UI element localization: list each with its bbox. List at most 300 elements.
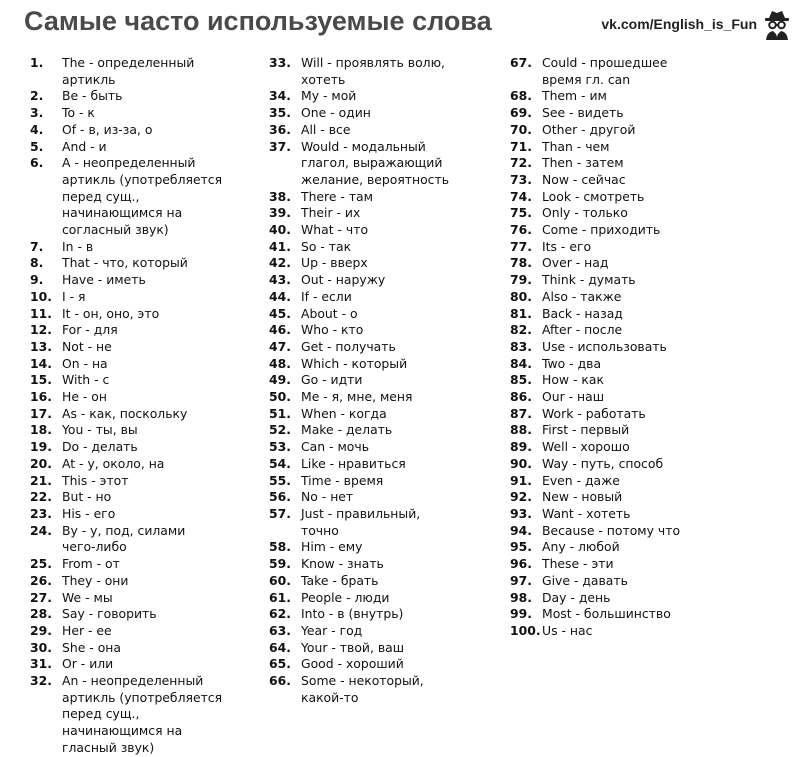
word-entry [269,556,519,573]
word-entry [510,590,760,607]
entry-text: Even - даже [542,472,620,488]
word-entry [269,272,519,289]
entry-text: Our - наш [542,389,605,405]
entry-number: 68. [510,88,532,104]
entry-text: Its - его [542,238,592,254]
word-entry [510,55,760,88]
entry-number: 26. [30,572,52,588]
word-entry [30,506,280,523]
entry-text: Give - давать [542,572,628,588]
entry-number: 72. [510,155,532,171]
entry-text: My - мой [301,88,357,104]
word-entry [510,205,760,222]
entry-text: In - в [62,238,94,254]
word-entry [510,155,760,172]
word-entry [30,139,280,156]
word-entry [269,623,519,640]
entry-number: 16. [30,389,52,405]
entry-number: 82. [510,322,532,338]
entry-text: Of - в, из-за, о [62,121,153,137]
word-entry [30,239,280,256]
word-entry [30,606,280,623]
entry-number: 43. [269,272,291,288]
entry-number: 75. [510,205,532,221]
entry-text: By - у, под, силами чего-либо [62,522,186,555]
entry-number: 71. [510,138,532,154]
entry-number: 65. [269,656,291,672]
entry-text: To - к [62,105,95,121]
entry-number: 42. [269,255,291,271]
entry-number: 10. [30,288,52,304]
word-entry [269,506,519,539]
entry-number: 13. [30,338,52,354]
word-entry [510,105,760,122]
entry-number: 31. [30,656,52,672]
entry-number: 55. [269,472,291,488]
entry-text: Me - я, мне, меня [301,389,413,405]
entry-number: 57. [269,505,291,521]
entry-number: 35. [269,105,291,121]
word-entry [510,339,760,356]
entry-number: 14. [30,355,52,371]
word-entry [30,473,280,490]
entry-number: 7. [30,238,44,254]
word-entry [269,640,519,657]
word-entry [30,422,280,439]
entry-number: 22. [30,489,52,505]
word-entry [269,590,519,607]
entry-text: How - как [542,372,604,388]
entry-text: Her - ее [62,622,112,638]
entry-text: I - я [62,288,86,304]
entry-text: What - что [301,222,369,238]
entry-text: There - там [301,188,373,204]
entry-number: 91. [510,472,532,488]
entry-text: Other - другой [542,121,636,137]
entry-text: Him - ему [301,539,363,555]
entry-number: 53. [269,439,291,455]
word-entry [269,239,519,256]
word-entry [510,289,760,306]
word-entry [510,139,760,156]
word-entry [510,456,760,473]
entry-text: On - на [62,355,108,371]
entry-text: That - что, который [62,255,188,271]
entry-text: Do - делать [62,439,138,455]
word-entry [269,306,519,323]
word-entry [269,139,519,189]
word-entry [269,456,519,473]
word-entry [269,439,519,456]
entry-number: 37. [269,138,291,154]
word-entry [30,573,280,590]
entry-number: 76. [510,222,532,238]
entry-number: 66. [269,673,291,689]
entry-text: Most - большинство [542,606,671,622]
entry-number: 2. [30,88,44,104]
entry-text: She - она [62,639,121,655]
entry-number: 62. [269,606,291,622]
entry-number: 85. [510,372,532,388]
word-entry [30,88,280,105]
entry-text: Some - некоторый, какой-то [301,673,424,705]
word-entry [269,222,519,239]
entry-number: 12. [30,322,52,338]
word-entry [269,189,519,206]
entry-text: Want - хотеть [542,505,631,521]
entry-text: Into - в (внутрь) [301,606,404,622]
entry-text: See - видеть [542,105,624,121]
word-entry [510,422,760,439]
entry-number: 18. [30,422,52,438]
page-header [0,0,807,50]
word-entry [30,306,280,323]
entry-number: 24. [30,522,52,538]
word-entry [269,539,519,556]
entry-text: An - неопределенный артикль (употребляется перед сущ., начинающимся на гласный звук) [62,673,223,755]
word-entry [510,88,760,105]
word-entry [30,372,280,389]
source-credit: vk.com/English_is_Fun [601,16,757,32]
word-entry [269,372,519,389]
page-title: Самые часто используемые слова [24,6,492,36]
entry-text: At - у, около, на [62,455,165,471]
entry-number: 99. [510,606,532,622]
entry-number: 41. [269,238,291,254]
entry-text: The - определенный артикль [62,55,195,87]
word-entry [269,673,519,706]
entry-text: A - неопределенный артикль (употребляется перед сущ., начинающимся на согласный звук) [62,155,223,238]
word-entry [510,473,760,490]
entry-text: Out - наружу [301,272,386,288]
entry-number: 54. [269,455,291,471]
entry-text: Time - время [301,472,384,488]
entry-number: 98. [510,589,532,605]
word-entry [269,55,519,88]
entry-text: Two - два [542,355,602,371]
entry-number: 32. [30,673,52,689]
entry-text: It - он, оно, это [62,305,160,321]
word-entry [510,606,760,623]
word-entry [30,55,280,88]
entry-text: But - но [62,489,112,505]
entry-text: No - нет [301,489,354,505]
word-entry [269,406,519,423]
word-entry [269,656,519,673]
entry-text: Back - назад [542,305,623,321]
entry-text: Use - использовать [542,338,667,354]
word-entry [30,322,280,339]
entry-number: 50. [269,389,291,405]
word-entry [269,205,519,222]
entry-number: 59. [269,556,291,572]
entry-text: When - когда [301,405,387,421]
entry-number: 88. [510,422,532,438]
entry-text: Work - работать [542,405,646,421]
entry-text: Their - их [301,205,361,221]
entry-number: 97. [510,572,532,588]
entry-text: Like - нравиться [301,455,406,471]
entry-text: Will - проявлять волю, хотеть [301,55,445,87]
entry-number: 100. [510,622,541,638]
entry-text: Over - над [542,255,609,271]
entry-number: 28. [30,606,52,622]
word-entry [269,105,519,122]
entry-number: 74. [510,188,532,204]
word-entry [30,640,280,657]
word-entry [269,606,519,623]
entry-text: Then - затем [542,155,624,171]
word-entry [30,673,280,757]
entry-number: 45. [269,305,291,321]
entry-text: Who - кто [301,322,364,338]
entry-text: Not - не [62,338,112,354]
entry-number: 51. [269,405,291,421]
word-entry [30,439,280,456]
entry-text: Which - который [301,355,408,371]
word-entry [30,590,280,607]
entry-text: Or - или [62,656,114,672]
entry-text: Well - хорошо [542,439,630,455]
entry-text: With - с [62,372,110,388]
word-entry [510,506,760,523]
entry-number: 34. [269,88,291,104]
word-entry [510,372,760,389]
entry-text: Just - правильный, точно [301,505,421,538]
entry-number: 36. [269,121,291,137]
entry-text: As - как, поскольку [62,405,188,421]
entry-text: He - он [62,389,107,405]
word-column-2 [269,55,519,706]
entry-number: 58. [269,539,291,555]
word-entry [269,489,519,506]
entry-text: Get - получать [301,338,396,354]
entry-text: Have - иметь [62,272,146,288]
entry-number: 52. [269,422,291,438]
word-entry [510,189,760,206]
entry-number: 20. [30,455,52,471]
word-entry [510,356,760,373]
word-entry [30,456,280,473]
entry-number: 48. [269,355,291,371]
word-entry [510,172,760,189]
entry-text: This - этот [62,472,129,488]
entry-text: Good - хороший [301,656,404,672]
entry-number: 11. [30,305,52,321]
entry-text: Now - сейчас [542,171,626,187]
word-entry [510,222,760,239]
entry-text: New - новый [542,489,623,505]
entry-number: 67. [510,55,532,70]
entry-number: 83. [510,338,532,354]
entry-text: Can - мочь [301,439,369,455]
entry-text: They - они [62,572,129,588]
entry-text: Any - любой [542,539,620,555]
entry-text: Year - год [301,622,363,638]
entry-number: 27. [30,589,52,605]
entry-text: Your - твой, ваш [301,639,405,655]
entry-number: 94. [510,522,532,538]
entry-text: For - для [62,322,118,338]
word-entry [30,523,280,556]
entry-number: 29. [30,622,52,638]
entry-number: 90. [510,455,532,471]
entry-text: Because - потому что [542,522,681,538]
entry-text: First - первый [542,422,630,438]
entry-text: Day - день [542,589,611,605]
word-entry [269,473,519,490]
entry-number: 86. [510,389,532,405]
word-entry [269,339,519,356]
entry-number: 38. [269,188,291,204]
entry-text: Say - говорить [62,606,157,622]
entry-number: 3. [30,105,44,121]
entry-number: 23. [30,505,52,521]
entry-text: So - так [301,238,352,254]
entry-number: 84. [510,355,532,371]
entry-text: Go - идти [301,372,363,388]
word-entry [30,122,280,139]
entry-text: Make - делать [301,422,393,438]
entry-number: 25. [30,556,52,572]
entry-number: 61. [269,589,291,605]
entry-number: 15. [30,372,52,388]
entry-number: 73. [510,171,532,187]
word-entry [510,489,760,506]
entry-text: If - если [301,288,352,304]
entry-number: 30. [30,639,52,655]
spy-icon [761,8,793,40]
entry-number: 63. [269,622,291,638]
entry-text: We - мы [62,589,113,605]
word-entry [30,656,280,673]
word-entry [30,623,280,640]
entry-text: Think - думать [542,272,636,288]
word-entry [30,389,280,406]
entry-text: Look - смотреть [542,188,645,204]
word-entry [269,289,519,306]
word-entry [510,122,760,139]
entry-text: Us - нас [542,622,593,638]
entry-text: After - после [542,322,623,338]
entry-text: Also - также [542,288,622,304]
entry-text: Take - брать [301,572,379,588]
entry-number: 17. [30,405,52,421]
entry-text: People - люди [301,589,390,605]
word-entry [30,155,280,239]
word-entry [510,255,760,272]
entry-number: 92. [510,489,532,505]
entry-text: Come - приходить [542,222,661,238]
entry-number: 87. [510,405,532,421]
entry-number: 39. [269,205,291,221]
word-entry [510,556,760,573]
entry-number: 44. [269,288,291,304]
word-entry [30,489,280,506]
word-entry [510,523,760,540]
word-entry [30,255,280,272]
entry-text: About - о [301,305,358,321]
entry-text: Than - чем [542,138,610,154]
word-entry [510,239,760,256]
entry-text: Way - путь, способ [542,455,664,471]
word-entry [30,289,280,306]
word-entry [510,306,760,323]
entry-number: 8. [30,255,44,271]
entry-number: 47. [269,338,291,354]
word-entry [269,255,519,272]
word-entry [510,539,760,556]
word-entry [269,88,519,105]
entry-number: 5. [30,138,44,154]
entry-number: 1. [30,55,44,70]
word-column-1 [30,55,280,757]
entry-number: 79. [510,272,532,288]
entry-number: 6. [30,155,44,171]
entry-text: Know - знать [301,556,384,572]
entry-number: 56. [269,489,291,505]
word-entry [269,356,519,373]
word-entry [30,272,280,289]
entry-number: 69. [510,105,532,121]
word-entry [30,406,280,423]
word-column-3 [510,55,760,640]
entry-text: Could - прошедшее время гл. can [542,55,668,87]
entry-number: 9. [30,272,44,288]
entry-number: 80. [510,288,532,304]
entry-text: Would - модальный глагол, выражающий желание, вероятность [301,138,450,187]
word-entry [30,105,280,122]
entry-number: 77. [510,238,532,254]
entry-number: 93. [510,505,532,521]
word-entry [30,556,280,573]
word-entry [30,356,280,373]
entry-number: 33. [269,55,291,70]
word-entry [269,422,519,439]
word-entry [269,389,519,406]
entry-text: Them - им [542,88,607,104]
entry-text: From - от [62,556,120,572]
word-entry [510,573,760,590]
entry-text: You - ты, вы [62,422,138,438]
word-entry [269,122,519,139]
entry-text: One - один [301,105,371,121]
entry-number: 49. [269,372,291,388]
entry-number: 4. [30,121,44,137]
entry-number: 95. [510,539,532,555]
entry-number: 89. [510,439,532,455]
word-entry [510,272,760,289]
entry-text: Only - только [542,205,628,221]
entry-number: 78. [510,255,532,271]
entry-number: 40. [269,222,291,238]
word-entry [510,406,760,423]
entry-text: Up - вверх [301,255,368,271]
entry-number: 81. [510,305,532,321]
entry-text: Be - быть [62,88,123,104]
entry-number: 64. [269,639,291,655]
word-entry [269,573,519,590]
word-entry [510,439,760,456]
entry-number: 46. [269,322,291,338]
entry-text: These - эти [542,556,614,572]
entry-text: All - все [301,121,351,137]
entry-number: 21. [30,472,52,488]
word-entry [269,322,519,339]
entry-number: 19. [30,439,52,455]
word-entry [510,389,760,406]
entry-number: 70. [510,121,532,137]
